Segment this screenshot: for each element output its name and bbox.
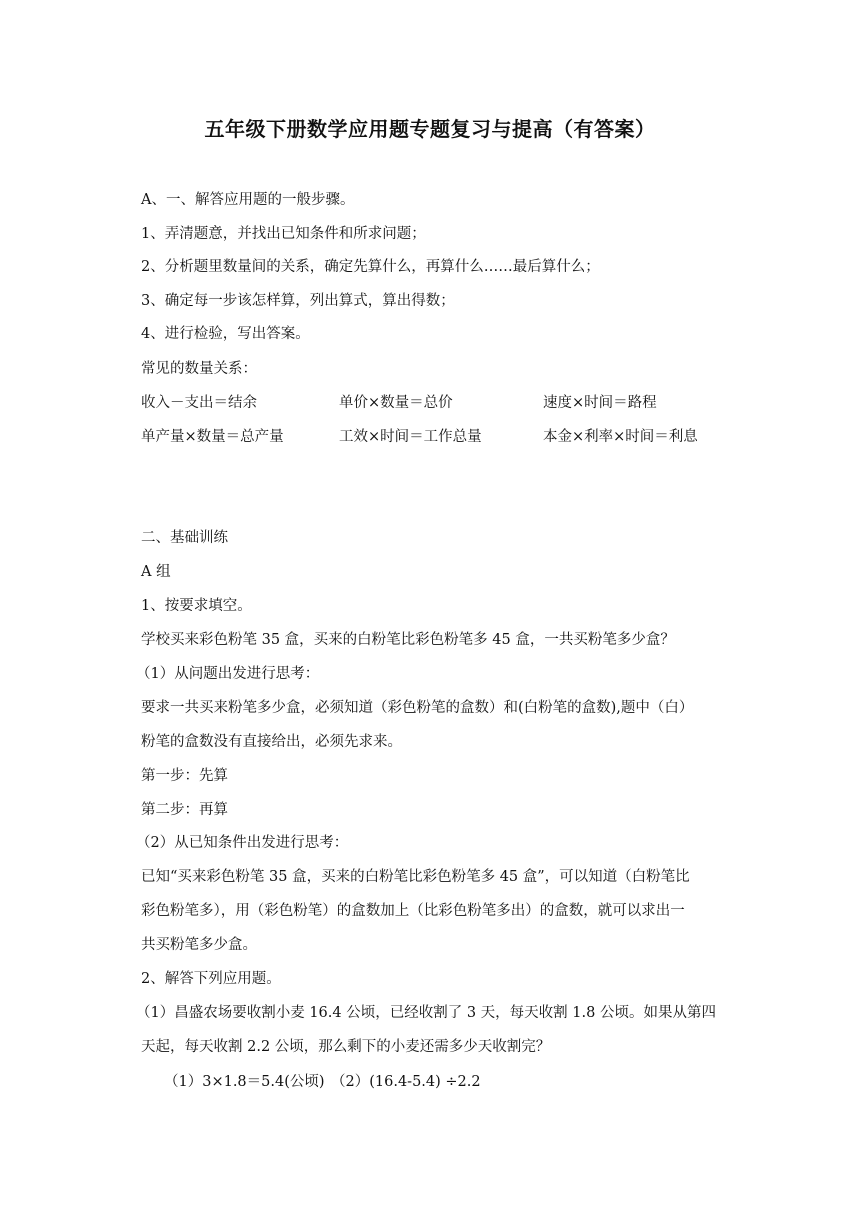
question-1-part-2: （2）从已知条件出发进行思考： xyxy=(136,835,349,851)
question-1-part-1-text-b: 粉笔的盒数没有直接给出，必须先求来。 xyxy=(141,734,402,750)
relation-work: 工效×时间＝工作总量 xyxy=(339,429,482,445)
step-1: 1、弄清题意，并找出已知条件和所求问题； xyxy=(141,226,426,242)
question-2-problem-a: （1）昌盛农场要收割小麦 16.4 公顷，已经收割了 3 天，每天收割 1.8 公顷。如果从第四 xyxy=(136,1005,716,1021)
relation-interest: 本金×利率×时间＝利息 xyxy=(543,429,698,445)
group-label: A 组 xyxy=(141,564,171,580)
relation-income: 收入－支出＝结余 xyxy=(141,395,257,411)
question-2-title: 2、解答下列应用题。 xyxy=(141,971,281,987)
question-2-answer-step-2: （2）(16.4-5.4) ÷2.2 xyxy=(331,1074,481,1090)
question-1-part-2-text-c: 共买粉笔多少盒。 xyxy=(141,937,257,953)
question-1-part-1: （1）从问题出发进行思考： xyxy=(136,666,320,682)
question-2-answer-step-1: （1）3×1.8＝5.4(公顷) xyxy=(164,1074,325,1090)
relation-yield: 单产量×数量＝总产量 xyxy=(141,429,284,445)
question-1-title: 1、按要求填空。 xyxy=(141,598,252,614)
step-3: 3、确定每一步该怎样算，列出算式，算出得数； xyxy=(141,293,455,309)
section-b-heading: 二、基础训练 xyxy=(141,530,228,546)
relations-label: 常见的数量关系： xyxy=(141,361,257,377)
step-4: 4、进行检验，写出答案。 xyxy=(141,326,310,342)
question-1-problem: 学校买来彩色粉笔 35 盒，买来的白粉笔比彩色粉笔多 45 盒，一共买粉笔多少盒？ xyxy=(141,632,675,648)
question-1-part-1-text-a: 要求一共买来粉笔多少盒，必须知道（彩色粉笔的盒数）和(白粉笔的盒数),题中（白） xyxy=(141,700,694,716)
step-2: 2、分析题里数量间的关系，确定先算什么，再算什么……最后算什么； xyxy=(141,259,600,275)
step-second: 第二步：再算 xyxy=(141,802,228,818)
relation-speed: 速度×时间＝路程 xyxy=(543,395,657,411)
section-a-heading: A、一、解答应用题的一般步骤。 xyxy=(141,192,355,208)
page-title: 五年级下册数学应用题专题复习与提高（有答案） xyxy=(204,117,656,141)
question-1-part-2-text-a: 已知“买来彩色粉笔 35 盒，买来的白粉笔比彩色粉笔多 45 盒”，可以知道（白粉笔比 xyxy=(141,869,690,885)
question-1-part-2-text-b: 彩色粉笔多），用（彩色粉笔）的盒数加上（比彩色粉笔多出）的盒数，就可以求出一 xyxy=(141,903,685,919)
step-first: 第一步：先算 xyxy=(141,768,228,784)
question-2-problem-b: 天起，每天收割 2.2 公顷，那么剩下的小麦还需多少天收割完？ xyxy=(141,1039,551,1055)
relation-price: 单价×数量＝总价 xyxy=(339,395,453,411)
